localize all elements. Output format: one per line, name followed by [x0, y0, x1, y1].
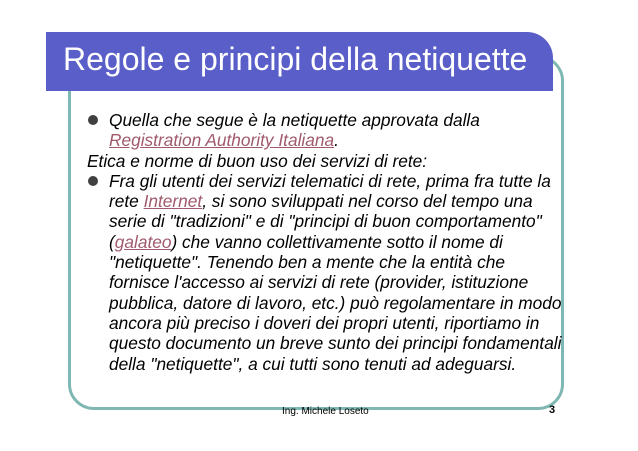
bullet-dot-icon: [88, 176, 98, 186]
subheading: Etica e norme di buon uso dei servizi di rete:: [87, 150, 428, 171]
bullet-2-text-part3: ) che vanno collettivamente sotto il nome di "netiquette". Tenendo ben a mente che la entità che fornisce l'accesso ai servizi di rete (provider, istituzione pubblica, datore di lavoro, etc.) può regolamentare in modo ancora più preciso i doveri dei propri utenti, riportiamo in questo documento un breve sunto dei principi fondamentali della "netiquette", a cui tutti sono tenuti ad adeguarsi.: [109, 231, 562, 374]
bullet-item-2: [88, 171, 568, 374]
bullet-2-text-part2: , si sono sviluppati nel corso del tempo una serie di "tradizioni" e di "principi di buon comportamento" (: [109, 191, 542, 252]
galateo-link[interactable]: galateo: [114, 231, 172, 252]
page-number: 3: [549, 404, 556, 416]
bullet-1-text: Quella che segue è la netiquette approvata dalla: [109, 110, 480, 130]
slide-title: Regole e principi della netiquette: [63, 41, 528, 77]
bullet-1-text-end: .: [334, 130, 339, 151]
registration-authority-link[interactable]: Registration Authority Italiana: [109, 130, 335, 151]
bullet-dot-icon: [88, 115, 98, 125]
footer-author: Ing. Michele Loseto: [282, 406, 369, 417]
bullet-2-text-part1: Fra gli utenti dei servizi telematici di rete, prima fra tutte la rete: [109, 170, 551, 212]
bullet-item-1: [88, 110, 568, 151]
slide-body: [88, 110, 568, 374]
internet-link[interactable]: Internet: [143, 191, 203, 212]
